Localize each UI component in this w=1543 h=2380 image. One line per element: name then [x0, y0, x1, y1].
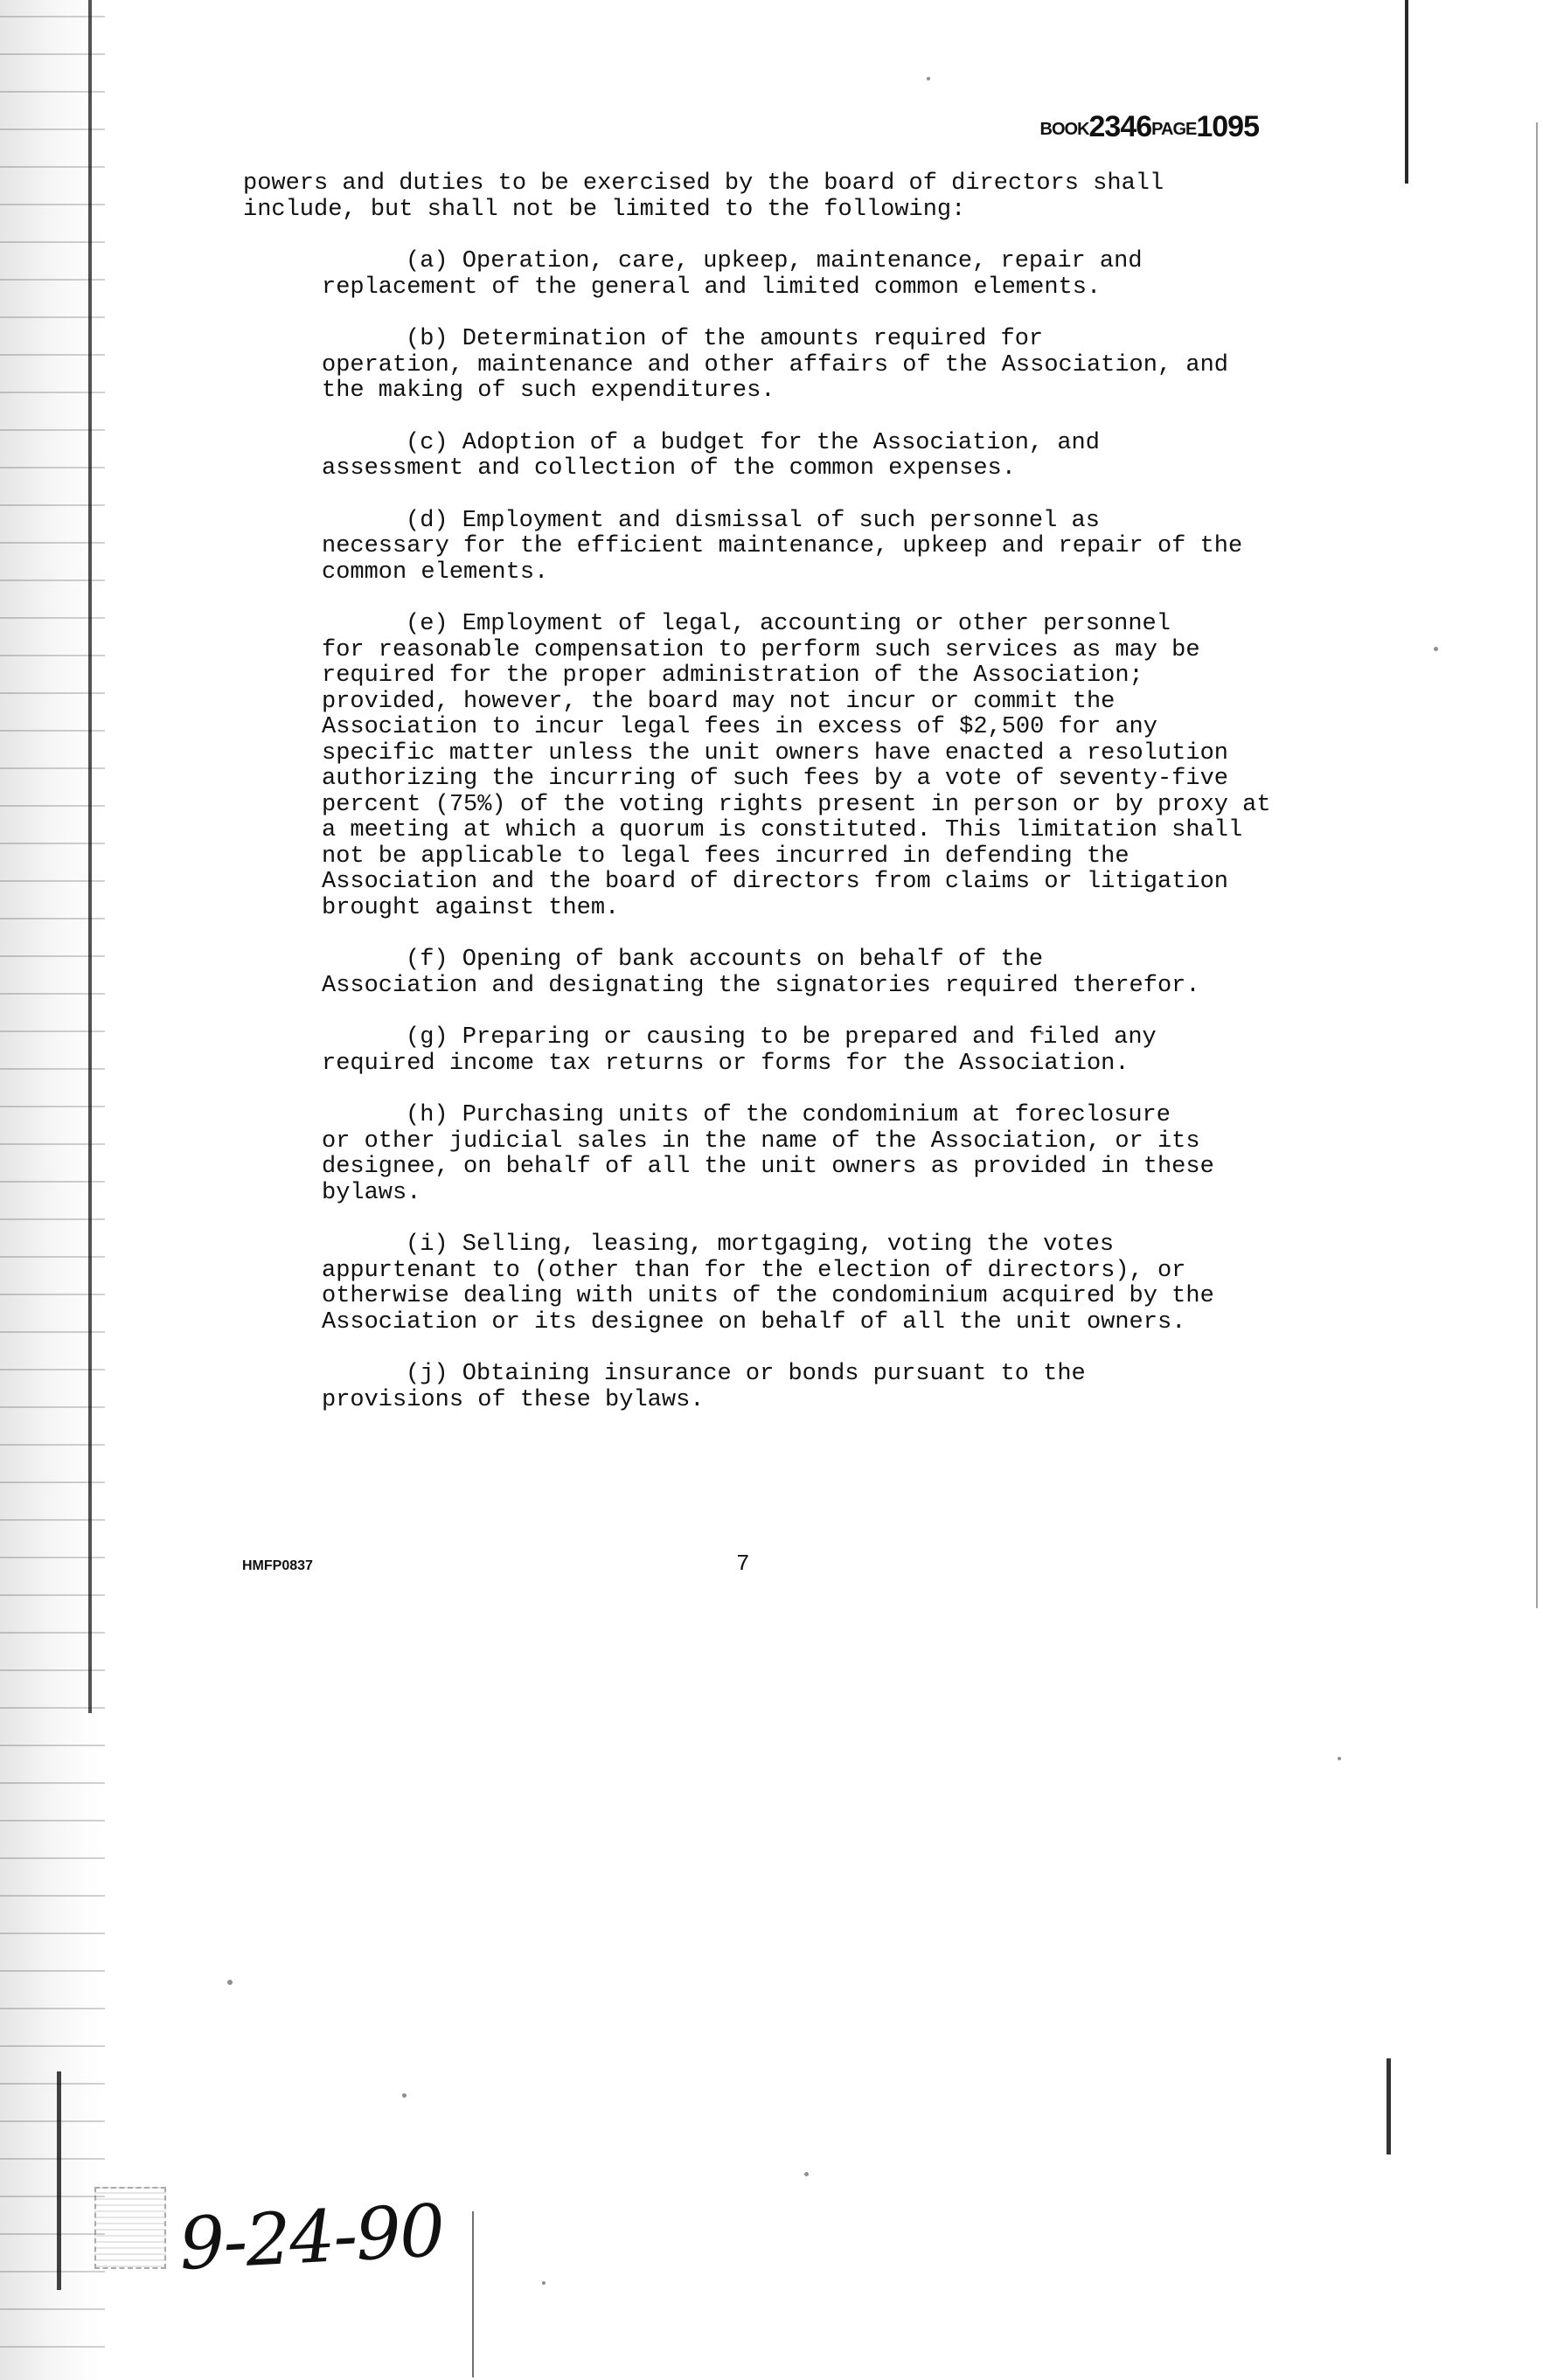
- scan-rule-right-lower: [1387, 2058, 1391, 2154]
- item-first-line: (h) Purchasing units of the condominium at foreclosure: [406, 1102, 1171, 1128]
- item-first-line: (j) Obtaining insurance or bonds pursuant to the: [406, 1361, 1086, 1387]
- item-continuation: Association and designating the signatories required therefor.: [322, 972, 1200, 999]
- scan-speck: [227, 1980, 233, 1985]
- scan-speck: [804, 2172, 809, 2176]
- scan-rule-bottom: [472, 2211, 474, 2377]
- bylaws-text: [243, 171, 1275, 1440]
- list-item-e: [322, 612, 1275, 921]
- scan-speck: [1434, 647, 1438, 651]
- scan-speck: [927, 77, 930, 80]
- scan-speck: [402, 2093, 407, 2098]
- scan-rule-left: [88, 0, 92, 1713]
- scan-speck: [1338, 1757, 1341, 1760]
- list-item-j: [322, 1362, 1275, 1413]
- item-continuation: necessary for the efficient maintenance, upkeep and repair of the common elements.: [322, 533, 1243, 586]
- item-first-line: (i) Selling, leasing, mortgaging, voting the votes: [406, 1232, 1115, 1258]
- item-continuation: required income tax returns or forms for the Association.: [322, 1050, 1129, 1077]
- item-first-line: (f) Opening of bank accounts on behalf of the: [406, 947, 1044, 973]
- book-page-reference: [1040, 110, 1259, 144]
- scan-rule-right: [1405, 0, 1408, 184]
- list-item-f: [322, 947, 1275, 999]
- item-first-line: (a) Operation, care, upkeep, maintenance, repair and: [406, 248, 1143, 274]
- item-continuation: operation, maintenance and other affairs of the Association, and the making of such expenditures.: [322, 351, 1228, 404]
- item-continuation: replacement of the general and limited common elements.: [322, 274, 1102, 301]
- handwritten-date: 9-24-90: [177, 2189, 446, 2286]
- intro-paragraph: powers and duties to be exercised by the board of directors shall include, but shall not be limited to the following:: [243, 170, 1164, 223]
- scan-rule-right-edge: [1536, 122, 1538, 1608]
- list-item-b: [322, 327, 1275, 405]
- list-item-g: [322, 1025, 1275, 1077]
- recorded-page-number: 1095: [1196, 110, 1259, 143]
- list-item-c: [322, 431, 1275, 482]
- scan-speck: [542, 2281, 546, 2285]
- item-first-line: (b) Determination of the amounts required for: [406, 326, 1044, 352]
- list-item-d: [322, 509, 1275, 586]
- list-item-i: [322, 1232, 1275, 1336]
- item-continuation: provisions of these bylaws.: [322, 1386, 705, 1413]
- document-code: HMFP0837: [242, 1558, 313, 1573]
- item-continuation: appurtenant to (other than for the election of directors), or otherwise dealing with units of the condominium acquired by the Association or its designee on behalf of all the unit owners.: [322, 1257, 1214, 1336]
- item-first-line: (e) Employment of legal, accounting or other personnel: [406, 611, 1171, 637]
- list-item-a: [322, 249, 1275, 301]
- book-label: BOOK: [1039, 120, 1089, 139]
- recording-stamp: [94, 2187, 166, 2269]
- scan-rule-left-lower: [57, 2071, 61, 2290]
- page-number: 7: [736, 1551, 750, 1577]
- item-first-line: (c) Adoption of a budget for the Association, and: [406, 429, 1100, 456]
- book-number: 2346: [1088, 110, 1152, 143]
- item-continuation: or other judicial sales in the name of the Association, or its designee, on behalf of all the unit owners as provided in these bylaws.: [322, 1128, 1214, 1206]
- item-first-line: (g) Preparing or causing to be prepared and filed any: [406, 1024, 1157, 1051]
- page-label: PAGE: [1151, 120, 1197, 139]
- item-continuation: for reasonable compensation to perform such services as may be required for the proper administration of the Association; provided, however, the board may not incur or commit the Association to incur legal fees in excess of $2,500 for any specific matter unless the unit owners have enacted a resolution authorizing the incurring of such fees by a vote of seventy-five percent (75%) of the voting rights present in person or by proxy at a meeting at which a quorum is constituted. This limitation shall not be applicable to legal fees incurred in defending the Association and the board of directors from claims or litigation brought against them.: [322, 636, 1271, 921]
- item-first-line: (d) Employment and dismissal of such personnel as: [406, 507, 1100, 534]
- item-continuation: assessment and collection of the common expenses.: [322, 455, 1016, 482]
- list-item-h: [322, 1103, 1275, 1206]
